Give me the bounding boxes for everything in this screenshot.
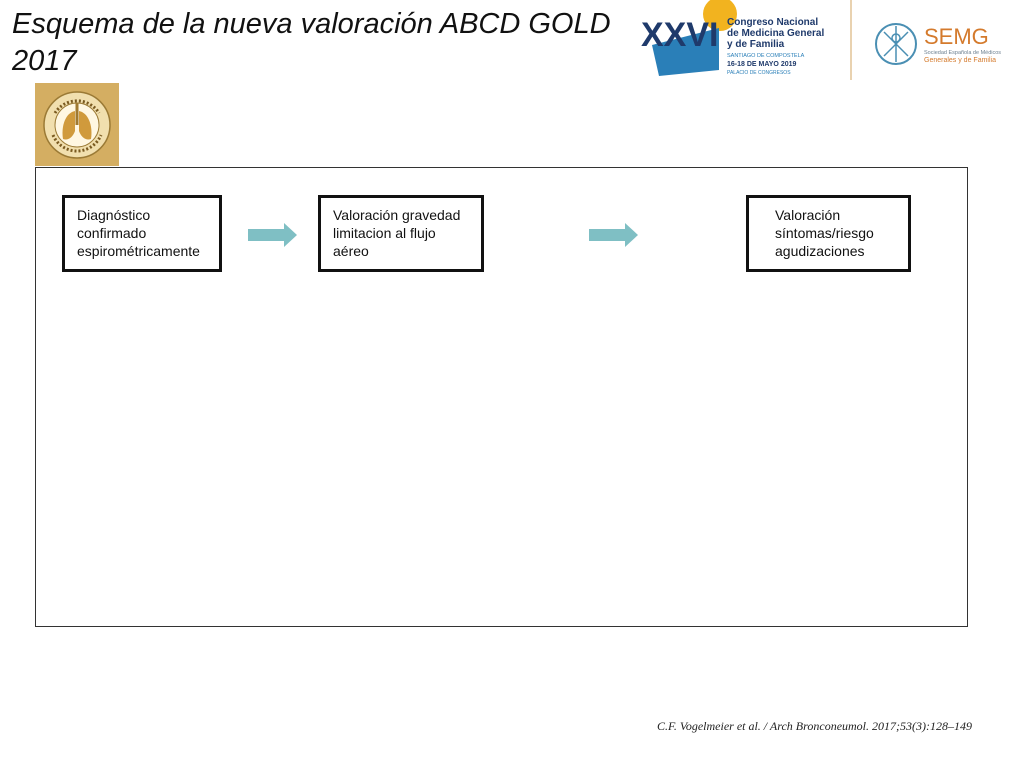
congress-xxvi-logo xyxy=(637,0,837,80)
svg-text:y de Familia: y de Familia xyxy=(727,39,785,50)
congress-number: XXVI xyxy=(641,16,719,54)
step-box-valoracion-gravedad: Valoración gravedad limitacion al flujo aéreo xyxy=(318,195,484,272)
step-box-valoracion-sintomas: Valoración síntomas/riesgo agudizaciones xyxy=(746,195,911,272)
semg-acronym: SEMG xyxy=(924,24,989,49)
svg-text:Sociedad Española de Médicos: Sociedad Española de Médicos xyxy=(924,50,1002,56)
step-box-diagnostico: Diagnóstico confirmado espirométricamente xyxy=(62,195,222,272)
svg-text:16-18 DE MAYO 2019: 16-18 DE MAYO 2019 xyxy=(727,61,797,68)
arrow-right-icon xyxy=(246,222,298,248)
semg-logo xyxy=(872,16,1012,72)
svg-text:Congreso Nacional: Congreso Nacional xyxy=(727,17,819,28)
svg-text:PALACIO DE CONGRESOS: PALACIO DE CONGRESOS xyxy=(727,70,791,76)
svg-text:Generales y de Familia: Generales y de Familia xyxy=(924,57,996,64)
gold-initiative-logo xyxy=(35,83,119,166)
logo-divider xyxy=(850,0,852,80)
citation: C.F. Vogelmeier et al. / Arch Bronconeumol. 2017;53(3):128–149 xyxy=(657,719,972,733)
svg-text:SANTIAGO DE COMPOSTELA: SANTIAGO DE COMPOSTELA xyxy=(727,53,805,59)
slide-title: Esquema de la nueva valoración ABCD GOLD 2017 xyxy=(12,8,611,77)
svg-text:de Medicina General: de Medicina General xyxy=(727,28,825,39)
arrow-right-icon xyxy=(587,222,639,248)
